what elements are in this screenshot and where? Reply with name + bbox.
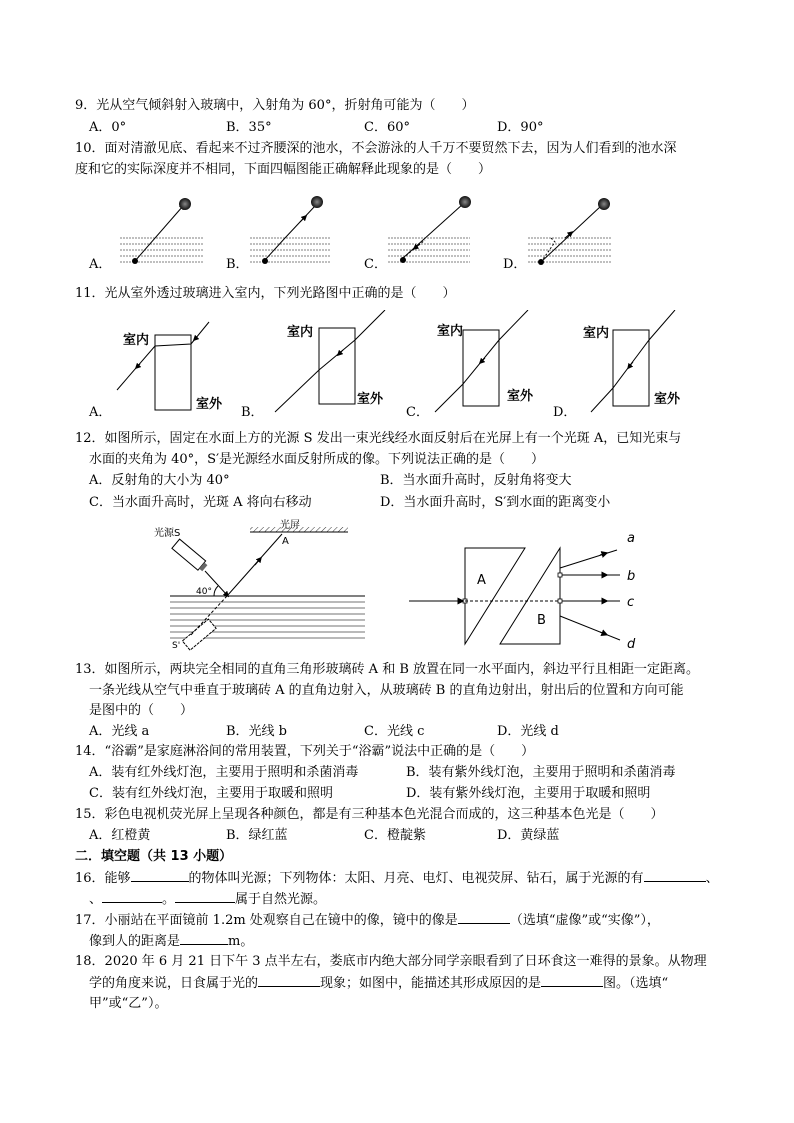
- q13-fig-A: A: [477, 573, 486, 588]
- q18-line1: 18．2020 年 6 月 21 日下午 3 点半左右，娄底市内绝大部分同学亲眼看到了日环食这一难得的景象。从物理: [75, 954, 707, 969]
- q18-text-2: 学的角度来说，日食属于光的: [89, 976, 259, 991]
- q9-option-a: A．0°: [89, 120, 127, 135]
- q10-label-d: D．: [503, 257, 527, 272]
- q11-b-outdoor: 室外: [357, 392, 384, 407]
- q11-label-d: D．: [553, 405, 577, 420]
- q11-d-indoor: 室内: [583, 326, 610, 341]
- lamp-icon: [172, 539, 209, 573]
- q13-option-a: A．光线 a: [89, 724, 150, 739]
- q17-line2: [89, 932, 253, 951]
- pebble-icon: [538, 259, 544, 265]
- q18-line2: [89, 974, 668, 993]
- q16-text-2: 的物体叫光源；下列物体：太阳、月亮、电灯、电视荧屏、钻石，属于光源的有: [188, 871, 644, 886]
- q12-option-c: C．当水面升高时，光斑 A 将向右移动: [89, 495, 312, 510]
- q11-label-b: B．: [241, 405, 264, 420]
- q16-blank-1[interactable]: [131, 869, 189, 882]
- q11-a-indoor: 室内: [123, 333, 150, 348]
- eye-icon: [311, 196, 323, 208]
- q12-fig-angle: 40°: [196, 587, 212, 597]
- q12-fig-source: 光源S: [154, 528, 181, 539]
- q16-line2: [89, 890, 326, 909]
- q11-stem: 11．光从室外透过玻璃进入室内，下列光路图中正确的是（ ）: [75, 286, 456, 301]
- q11-d-outdoor: 室外: [654, 392, 681, 407]
- q16-blank-2[interactable]: [644, 869, 706, 882]
- q9-option-b: B．35°: [226, 120, 272, 135]
- q11-c-outdoor: 室外: [507, 389, 534, 404]
- q11-label-c: C．: [406, 405, 429, 420]
- q17-blank-1[interactable]: [458, 911, 510, 924]
- q14-option-d: D．装有紫外线灯泡，主要用于取暖和照明: [406, 786, 651, 801]
- q13-fig-d: d: [627, 637, 636, 652]
- q10-stem-line1: 10．面对清澈见底、看起来不过齐腰深的池水，不会游泳的人千万不要贸然下去，因为人们看到的池水深: [75, 141, 677, 156]
- q15-option-d: D．黄绿蓝: [497, 828, 560, 843]
- q17-text-3: 像到人的距离是: [89, 934, 181, 949]
- q14-stem: 14．“浴霸”是家庭淋浴间的常用装置，下列关于“浴霸”说法中正确的是（ ）: [75, 744, 535, 759]
- q10-figure-c: [388, 196, 471, 263]
- q13-fig-B: B: [537, 613, 546, 628]
- q12-fig-A: A: [282, 536, 289, 547]
- q11-b-indoor: 室内: [287, 325, 314, 340]
- q16-line1: [75, 869, 719, 888]
- q10-label-c: C．: [364, 257, 387, 272]
- q11-label-a: A．: [89, 405, 112, 420]
- q13-option-d: D．光线 d: [497, 724, 559, 739]
- q18-blank-2[interactable]: [541, 974, 603, 987]
- q12-option-b: B．当水面升高时，反射角将变大: [380, 473, 572, 488]
- q9-stem: 9．光从空气倾斜射入玻璃中，入射角为 60°，折射角可能为（ ）: [75, 98, 475, 113]
- q9-option-d: D．90°: [497, 120, 544, 135]
- q10-figure-a: [120, 198, 203, 264]
- q10-label-a: A．: [89, 257, 112, 272]
- eye-icon: [598, 198, 610, 210]
- q11-figures: [85, 310, 725, 420]
- q15-option-b: B．绿红蓝: [226, 828, 288, 843]
- q12-option-d: D．当水面升高时，S′到水面的距离变小: [380, 495, 611, 510]
- q9-option-c: C．60°: [364, 120, 410, 135]
- q17-text-2: （选填“虚像”或“实像”），: [509, 913, 660, 928]
- pebble-icon: [262, 258, 268, 264]
- q16-text-6: 属于自然光源。: [235, 892, 327, 907]
- q10-label-b: B．: [226, 257, 249, 272]
- q14-option-a: A．装有红外线灯泡，主要用于照明和杀菌消毒: [89, 765, 359, 780]
- q13-stem-line3: 是图中的（ ）: [89, 703, 194, 718]
- q12-fig-screen: 光屏: [280, 520, 300, 531]
- eye-icon: [459, 196, 471, 208]
- q10-stem-line2: 度和它的实际深度并不相同，下面四幅图能正确解释此现象的是（ ）: [75, 162, 492, 177]
- q13-figure: [405, 528, 655, 653]
- q13-stem-line1: 13．如图所示，两块完全相同的直角三角形玻璃砖 A 和 B 放置在同一水平面内，斜边平行且相距一定距离。: [75, 662, 700, 677]
- q10-figure-b: [250, 196, 331, 264]
- q17-text-1: 17．小丽站在平面镜前 1.2m 处观察自己在镜中的像，镜中的像是: [75, 913, 458, 928]
- pebble-icon: [132, 258, 138, 264]
- q10-figure-d: [528, 198, 611, 265]
- q16-text-3: 、: [705, 871, 719, 886]
- q13-fig-b: b: [627, 569, 636, 584]
- q12-stem-line2: 水面的夹角为 40°，S′是光源经水面反射所成的像。下列说法正确的是（ ）: [89, 452, 545, 467]
- q12-fig-image: S': [172, 641, 181, 651]
- q16-blank-3[interactable]: [102, 890, 162, 903]
- q17-text-4: m。: [228, 934, 254, 949]
- section-fill-in-title: 二．填空题（共 13 小题）: [75, 849, 233, 864]
- q12-option-a: A．反射角的大小为 40°: [89, 473, 230, 488]
- q14-option-b: B．装有紫外线灯泡，主要用于照明和杀菌消毒: [406, 765, 676, 780]
- q16-blank-4[interactable]: [175, 890, 235, 903]
- eye-icon: [179, 198, 191, 210]
- q13-option-c: C．光线 c: [364, 724, 425, 739]
- q18-text-3: 现象；如图中，能描述其形成原因的是: [320, 976, 542, 991]
- q16-text-5: 。: [162, 892, 176, 907]
- q15-option-a: A．红橙黄: [89, 828, 151, 843]
- pebble-icon: [400, 257, 406, 263]
- q11-a-outdoor: 室外: [196, 397, 223, 412]
- q13-fig-c: c: [627, 595, 635, 610]
- q14-option-c: C．装有红外线灯泡，主要用于取暖和照明: [89, 786, 333, 801]
- q15-stem: 15．彩色电视机荧光屏上呈现各种颜色，都是有三种基本色光混合而成的，这三种基本色光是（ ）: [75, 807, 664, 822]
- q13-stem-line2: 一条光线从空气中垂直于玻璃砖 A 的直角边射入，从玻璃砖 B 的直角边射出，射出后的位置和方向可能: [89, 683, 684, 698]
- q18-blank-1[interactable]: [258, 974, 320, 987]
- q12-stem-line1: 12．如图所示，固定在水面上方的光源 S 发出一束光线经水面反射后在光屏上有一个光斑 A，已知光束与: [75, 431, 682, 446]
- q18-line3: 甲”或“乙”）。: [89, 996, 168, 1011]
- q17-line1: [75, 911, 660, 930]
- q13-fig-a: a: [627, 531, 635, 546]
- q15-option-c: C．橙靛紫: [364, 828, 426, 843]
- q16-text-1: 16．能够: [75, 871, 131, 886]
- lamp-image-icon: [182, 619, 216, 650]
- q13-option-b: B．光线 b: [226, 724, 288, 739]
- q18-text-4: 图。（选填“: [603, 976, 669, 991]
- q16-text-4: 、: [89, 892, 103, 907]
- q12-figure: [150, 516, 370, 651]
- q11-c-indoor: 室内: [437, 324, 464, 339]
- q17-blank-2[interactable]: [180, 932, 228, 945]
